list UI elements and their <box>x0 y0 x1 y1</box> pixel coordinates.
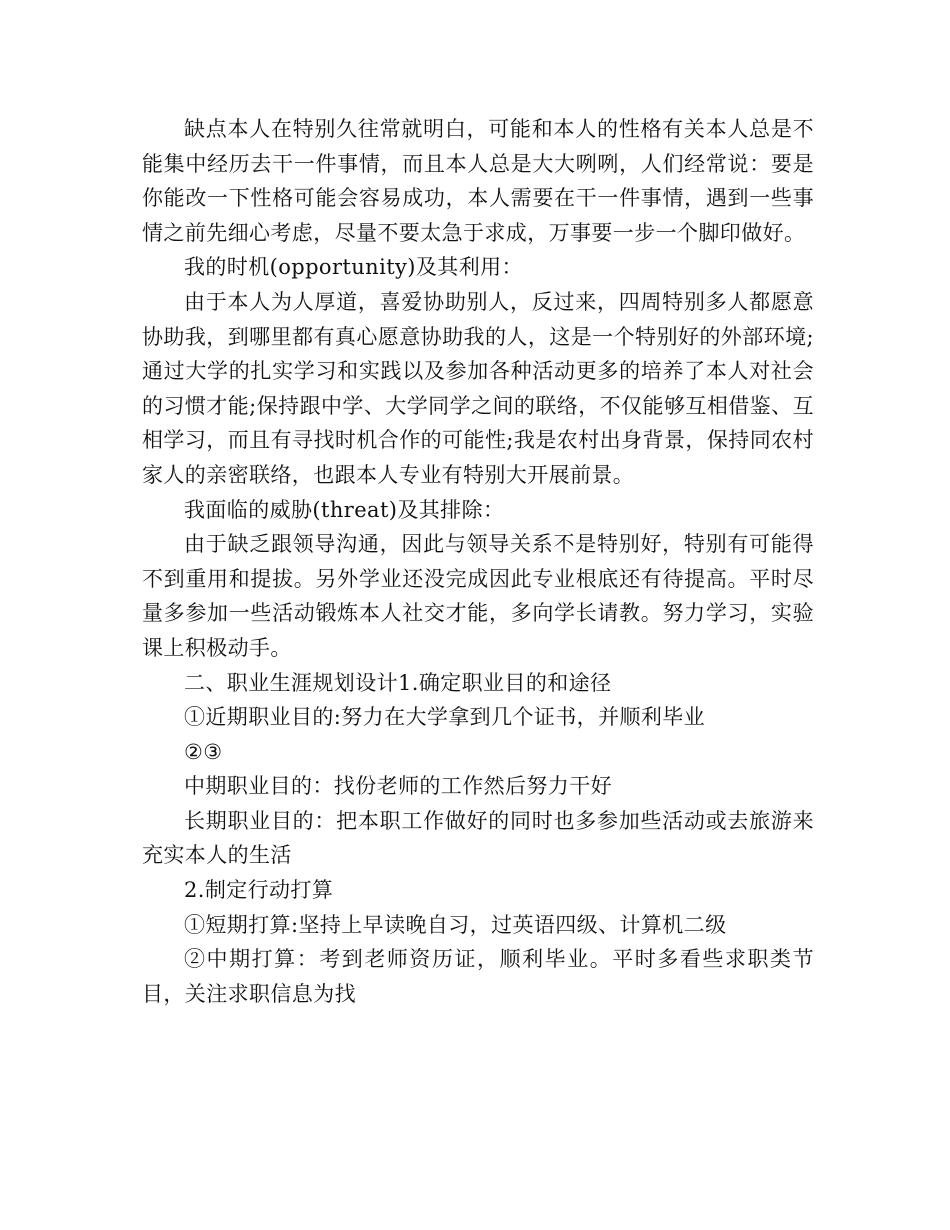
heading-threat: 我面临的威胁(threat)及其排除： <box>184 497 505 522</box>
list-item-mid-term-goal: 中期职业目的：找份老师的工作然后努力干好 <box>184 774 612 799</box>
list-item-short-term-plan: ①短期打算:坚持上早读晚自习，过英语四级、计算机二级 <box>184 912 727 937</box>
list-item-mid-term-plan: ②中期打算：考到老师资历证，顺利毕业。平时多看些求职类节目，关注求职信息为找 <box>142 947 814 1006</box>
list-item-near-term-goal: ①近期职业目的:努力在大学拿到几个证书，并顺利毕业 <box>184 705 706 730</box>
heading-opportunity: 我的时机(opportunity)及其利用： <box>184 255 523 280</box>
document-body <box>142 112 814 1011</box>
list-item-markers: ②③ <box>184 739 223 764</box>
paragraph-weakness: 缺点本人在特别久往常就明白，可能和本人的性格有关本人总是不能集中经历去干一件事情，而且本人总是大大咧咧，人们经常说：要是你能改一下性格可能会容易成功，本人需要在干一件事情，遇到一些事情之前先细心考虑，尽量不要太急于求成，万事要一步一个脚印做好。 <box>142 117 814 245</box>
heading-career-plan: 二、职业生涯规划设计1.确定职业目的和途径 <box>184 670 612 695</box>
paragraph-opportunity: 由于本人为人厚道，喜爱协助别人，反过来，四周特别多人都愿意协助我，到哪里都有真心愿意协助我的人，这是一个特别好的外部环境;通过大学的扎实学习和实践以及参加各种活动更多的培养了本人对社会的习惯才能;保持跟中学、大学同学之间的联络，不仅能够互相借鉴、互相学习，而且有寻找时机合作的可能性;我是农村出身背景，保持同农村家人的亲密联络，也跟本人专业有特别大开展前景。 <box>142 289 814 487</box>
paragraph-threat: 由于缺乏跟领导沟通，因此与领导关系不是特别好，特别有可能得不到重用和提拔。另外学业还没完成因此专业根底还有待提高。平时尽量多参加一些活动锻炼本人社交才能，多向学长请教。努力学习，实验课上积极动手。 <box>142 532 814 660</box>
list-item-long-term-goal: 长期职业目的：把本职工作做好的同时也多参加些活动或去旅游来充实本人的生活 <box>142 808 814 868</box>
heading-action-plan: 2.制定行动打算 <box>184 878 334 903</box>
